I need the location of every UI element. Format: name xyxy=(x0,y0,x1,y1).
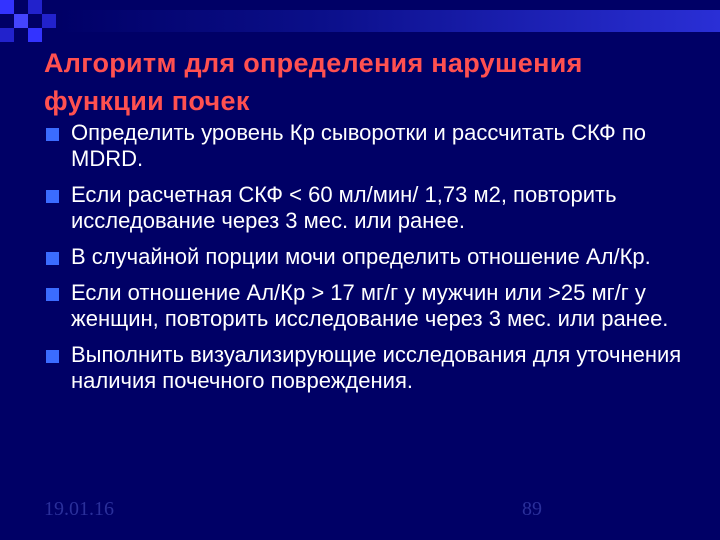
bullet-item xyxy=(44,244,694,270)
page-number: 89 xyxy=(522,498,542,520)
decorative-top-bar xyxy=(58,10,720,32)
bullet-text: Если отношение Ал/Кр > 17 мг/г у мужчин или >25 мг/г у женщин, повторить исследование через 3 мес. или ранее. xyxy=(71,280,669,331)
footer-date: 19.01.16 xyxy=(44,498,114,520)
square-bullet-icon xyxy=(46,128,59,141)
bullet-text: Если расчетная СКФ < 60 мл/мин/ 1,73 м2, повторить исследование через 3 мес. или ранее. xyxy=(71,182,617,233)
square-bullet-icon xyxy=(46,252,59,265)
bullet-text: В случайной порции мочи определить отношение Ал/Кр. xyxy=(71,244,651,269)
bullet-text: Определить уровень Кр сыворотки и рассчитать СКФ по MDRD. xyxy=(71,120,647,171)
bullet-item xyxy=(44,182,694,234)
bullet-item xyxy=(44,120,694,172)
square-bullet-icon xyxy=(46,288,59,301)
slide-title: Алгоритм для определения нарушения функции почек xyxy=(44,48,583,116)
bullet-text: Выполнить визуализирующие исследования для уточнения наличия почечного повреждения. xyxy=(71,342,682,393)
square-bullet-icon xyxy=(46,350,59,363)
square-bullet-icon xyxy=(46,190,59,203)
bullet-item xyxy=(44,342,694,394)
bullet-item xyxy=(44,280,694,332)
bullet-list xyxy=(44,120,694,404)
